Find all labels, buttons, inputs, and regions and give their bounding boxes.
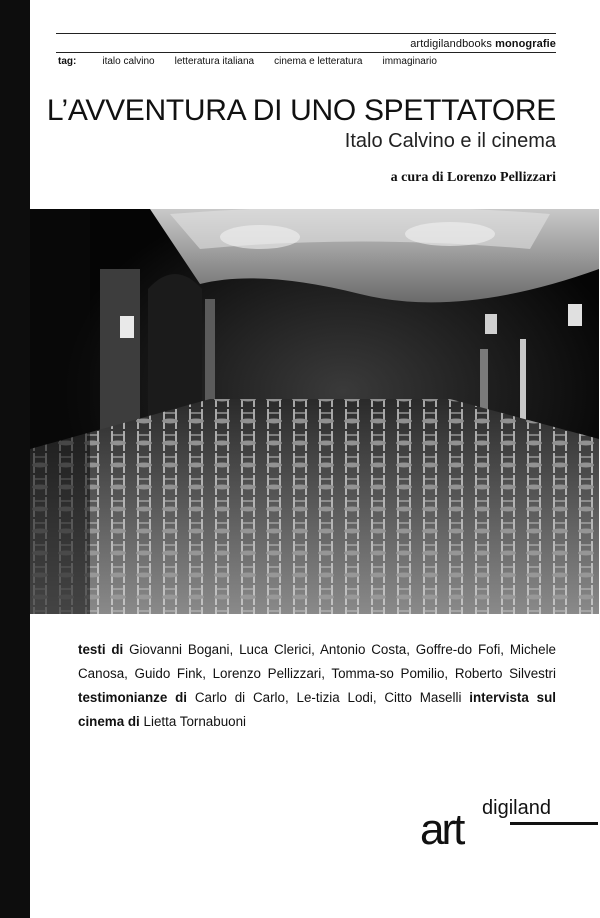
testimonies-names: Carlo di Carlo, Le-tizia Lodi, Citto Maselli	[194, 690, 462, 705]
interview-name: Lietta Tornabuoni	[143, 714, 247, 729]
tag-item: italo calvino	[102, 56, 155, 67]
series-name: artdigilandbooks	[410, 38, 492, 50]
book-title: L’AVVENTURA DI UNO SPETTATORE	[46, 94, 556, 127]
tag-item: letteratura italiana	[174, 56, 255, 67]
texts-names: Giovanni Bogani, Luca Clerici, Antonio Costa, Goffre-do Fofi, Michele Canosa, Guido Fink, Lorenzo Pellizzari, Tomma-so Pomilio, Roberto Silvestri	[78, 642, 556, 681]
header-top-rule	[56, 33, 556, 34]
tag-label: tag:	[58, 56, 77, 67]
logo-underline	[510, 822, 598, 825]
tag-row	[58, 56, 556, 67]
series-label	[410, 38, 556, 50]
contributors-text	[78, 638, 556, 734]
book-subtitle: Italo Calvino e il cinema	[344, 130, 556, 152]
testimonies-label: testimonianze di	[78, 690, 188, 705]
logo-art-text: art	[420, 805, 463, 854]
publisher-logo	[412, 790, 600, 870]
book-spine	[0, 0, 30, 918]
interview-label: intervista sul cinema di	[78, 690, 556, 729]
header-mid-rule	[56, 52, 556, 53]
cinema-hall-photo	[30, 209, 599, 614]
series-type: monografie	[495, 38, 556, 50]
tag-item: immaginario	[382, 56, 437, 67]
logo-digiland-text: digiland	[482, 797, 551, 819]
texts-label: testi di	[78, 642, 124, 657]
tag-item: cinema e letteratura	[274, 56, 363, 67]
book-editor: a cura di Lorenzo Pellizzari	[390, 170, 556, 185]
